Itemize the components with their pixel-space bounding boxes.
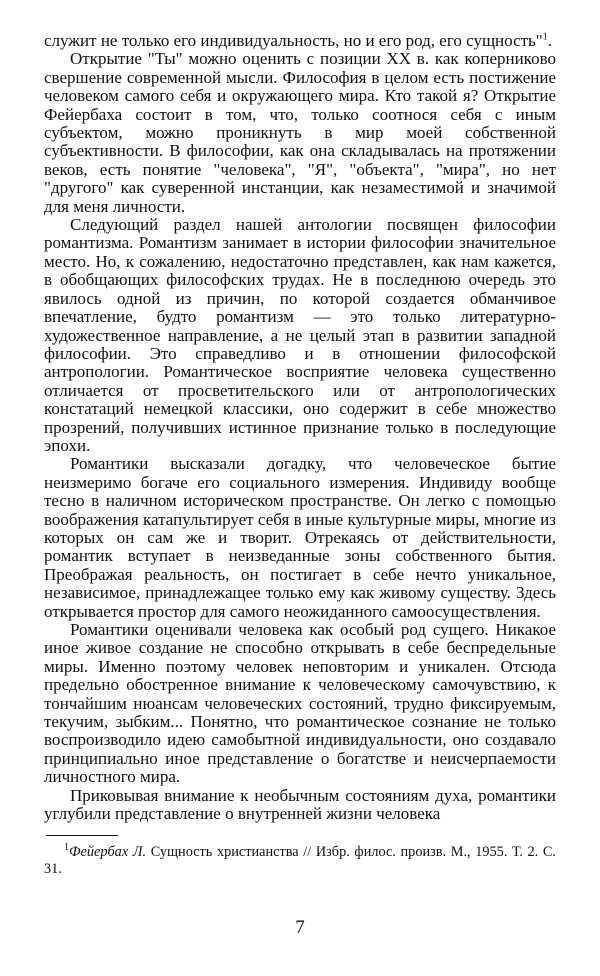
paragraph-6: Приковывая внимание к необычным состояниям духа, романтики углубили представление о внутренней жизни человека [44,785,556,824]
footnote-number: 1 [64,842,69,854]
paragraph-5: Романтики оценивали человека как особый род сущего. Никакое иное живое создание не способно открывать в себе беспредельные миры. Именно поэтому человек неповторим и уникален. Отсюда предельно обостренное внимание к человеческому самочувствию, к тончайшим нюансам человеческих состояний, трудно фиксируемым, текучим, зыбким... Понятно, что романтическое сознание не только воспроизводило идею самобытной индивидуальности, оно создавало принципиально иное представление о богатстве и неисчерпаемости личностного мира. [44,620,556,787]
paragraph-2: Открытие "Ты" можно оценить с позиции XX в. как коперниково свершение современной мысли. Философия в целом есть постижение человеком самого себя и окружающего мира. Кто такой я? Открытие Фейербаха состоит в том, что, только соотнося себя с иным субъектом, можно проникнуть в мир моей собственной субъективности. В философии, как она складывалась на протяжении веков, есть понятие "человека", "Я", "объекта", "мира", но нет "другого" как суверенной инстанции, как незаместимой и значимой для меня личности. [44,49,556,216]
footnote-divider [46,835,118,836]
footnote-ref[interactable]: 1 [542,31,548,43]
paragraph-4: Романтики высказали догадку, что человеческое бытие неизмеримо богаче его социального измерения. Индивиду вообще тесно в наличном историческом пространстве. Он легко с помощью воображения катапультирует себя в иные культурные миры, многие из которых он сам же и творит. Отрекаясь от действительности, романтик вступает в неизведанные зоны собственного бытия. Преображая реальность, он постигает в себе нечто уникальное, независимое, принадлежащее только ему как живому существу. Здесь открывается простор для самого неожиданного самоосуществления. [44,454,556,621]
paragraph-3: Следующий раздел нашей антологии посвящен философии романтизма. Романтизм занимает в истории философии значительное место. Но, к сожалению, недостаточно представлен, как нам кажется, в обобщающих философских трудах. Не в последнюю очередь это явилось одной из причин, по которой создается обманчивое впечатление, будто романтизм — это только литературно-художественное направление, а не целый этап в развитии западной философии. Это справедливо и в отношении философской антропологии. Романтическое восприятие человека существенно отличается от просветительского или от антропологических констатаций немецкой классики, оно содержит в себе множество прозрений, получивших истинное признание только в последующие эпохи. [44,215,556,455]
paragraph-1 [44,32,556,50]
footnote-author: Фейербах Л. [69,844,147,861]
footnote-text: Сущность христианства // Избр. филос. произв. М., 1955. Т. 2. С. 31. [44,844,556,878]
page-number: 7 [295,917,305,938]
footnote [44,844,556,878]
paragraph-1-text: служит не только его индивидуальность, но и его род, его сущность" [44,31,543,50]
page-body [44,32,556,878]
paragraph-1-tail: . [547,31,552,50]
